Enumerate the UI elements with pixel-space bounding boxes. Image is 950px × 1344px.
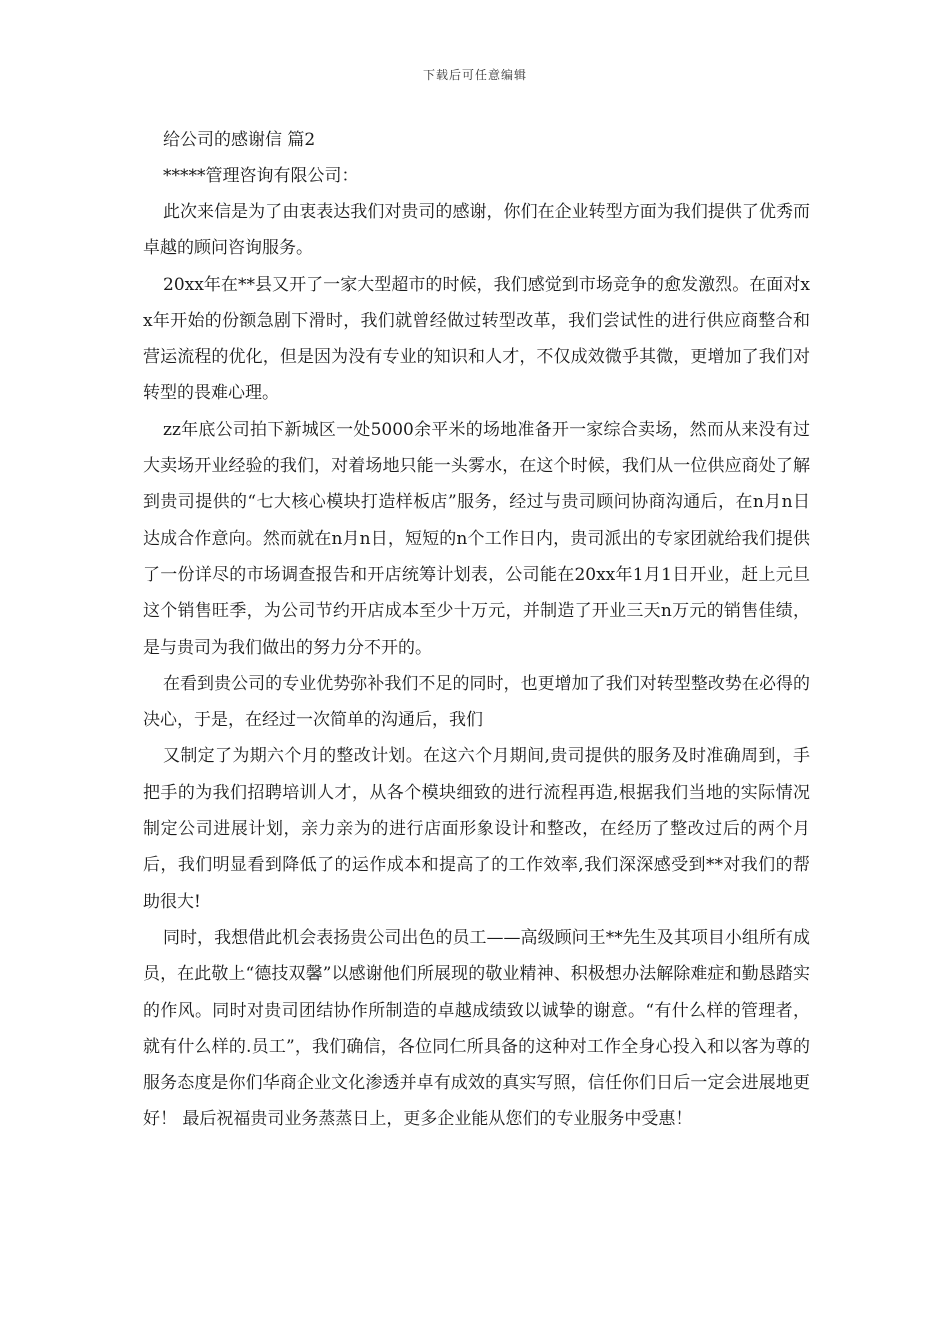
- paragraph-1: 此次来信是为了由衷表达我们对贵司的感谢，你们在企业转型方面为我们提供了优秀而卓越的顾问咨询服务。: [143, 202, 810, 259]
- paragraph-4: 在看到贵公司的专业优势弥补我们不足的同时，也更增加了我们对转型整改势在必得的决心，于是，在经过一次简单的沟通后，我们: [143, 673, 810, 731]
- paragraph-5: 又制定了为期六个月的整改计划。在这六个月期间,贵司提供的服务及时准确周到，手把手的为我们招聘培训人才，从各个模块细致的进行流程再造,根据我们当地的实际情况制定公司进展计划，亲力亲为的进行店面形象设计和整改，在经历了整改过后的两个月后，我们明显看到降低了的运作成本和提高了的工作效率,我们深深感受到**对我们的帮助很大!: [143, 746, 810, 912]
- page-header-note: 下载后可任意编辑: [422, 68, 527, 82]
- paragraph-6: 同时，我想借此机会表扬贵公司出色的员工——高级顾问王**先生及其项目小组所有成员，在此敬上“德技双馨”以感谢他们所展现的敬业精神、积极想办法解除难症和勤恳踏实的作风。同时对贵司团结协作所制造的卓越成绩致以诚挚的谢意。“有什么样的管理者，就有什么样的.员工”，我们确信，各位同仁所具备的这种对工作全身心投入和以客为尊的服务态度是你们华商企业文化渗透并卓有成效的真实写照，信任你们日后一定会进展地更好！ 最后祝福贵司业务蒸蒸日上，更多企业能从您们的专业服务中受惠！: [143, 927, 810, 1130]
- letter-title: 给公司的感谢信 篇2: [163, 130, 316, 150]
- paragraph-3: zz年底公司拍下新城区一处5000余平米的场地准备开一家综合卖场，然而从来没有过大卖场开业经验的我们，对着场地只能一头雾水，在这个时候，我们从一位供应商处了解到贵司提供的“七大核心模块打造样板店”服务，经过与贵司顾问协商沟通后，在n月n日达成合作意向。然而就在n月n日，短短的n个工作日内，贵司派出的专家团就给我们提供了一份详尽的市场调查报告和开店统筹计划表，公司能在20xx年1月1日开业，赶上元旦这个销售旺季，为公司节约开店成本至少十万元，并制造了开业三天n万元的销售佳绩，是与贵司为我们做出的努力分不开的。: [143, 419, 810, 658]
- paragraph-2: 20xx年在**县又开了一家大型超市的时候，我们感觉到市场竞争的愈发激烈。在面对xx年开始的份额急剧下滑时，我们就曾经做过转型改革，我们尝试性的进行供应商整合和营运流程的优化，但是因为没有专业的知识和人才，不仅成效微乎其微，更增加了我们对转型的畏难心理。: [143, 274, 810, 404]
- letter-salutation: *****管理咨询有限公司：: [163, 166, 359, 186]
- document-body: [143, 122, 810, 1138]
